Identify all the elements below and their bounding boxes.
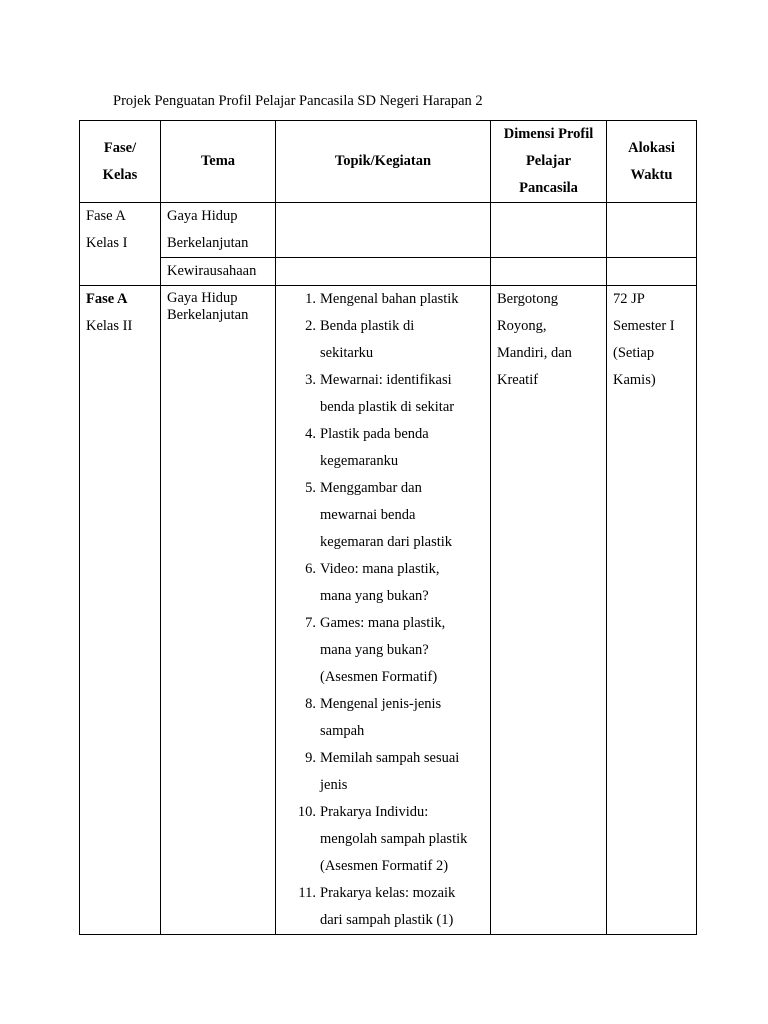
row1-tema-a <box>161 203 276 258</box>
row2-dimensi-line-2: Royong, <box>497 318 547 334</box>
list-item-number: 6. <box>305 561 316 577</box>
row1b-alokasi-empty <box>607 258 697 286</box>
row2-dimensi-line-3: Mandiri, dan <box>497 345 572 361</box>
list-item-text: mengolah sampah plastik <box>320 831 468 847</box>
list-item-number: 2. <box>305 318 316 334</box>
list-item-text: Video: mana plastik, <box>320 561 440 577</box>
table-row <box>80 286 697 935</box>
list-item-number: 5. <box>305 480 316 496</box>
list-item-text: (Asesmen Formatif 2) <box>320 858 449 874</box>
list-item-text: Menggambar dan <box>320 480 422 496</box>
row2-alokasi <box>607 286 697 935</box>
list-item-text: Plastik pada benda <box>320 426 429 442</box>
row2-tema-line-2: Berkelanjutan <box>167 307 249 323</box>
list-item-number: 7. <box>305 615 316 631</box>
table-row <box>80 203 697 258</box>
row1-dimensi-empty <box>491 203 607 258</box>
list-item-number: 11. <box>298 885 316 901</box>
row2-alokasi-line-1: 72 JP <box>613 291 645 307</box>
list-item-text: mana yang bukan? <box>320 588 429 604</box>
header-alokasi-line-2: Waktu <box>630 166 673 183</box>
list-item-text: kegemaranku <box>320 453 399 469</box>
document-title: Projek Penguatan Profil Pelajar Pancasila SD Negeri Harapan 2 <box>113 93 483 109</box>
header-fase-line: Fase/ <box>103 139 137 156</box>
list-item-number: 9. <box>305 750 316 766</box>
list-item-text: Prakarya kelas: mozaik <box>320 885 456 901</box>
list-item-text: Mewarnai: identifikasi <box>320 372 452 388</box>
list-item <box>282 691 484 745</box>
row2-fase: Fase A <box>86 291 128 307</box>
row1-fase: Fase A <box>86 208 126 224</box>
header-topik: Topik/Kegiatan <box>276 121 491 203</box>
list-item <box>282 880 484 934</box>
list-item <box>282 313 484 367</box>
list-item-text: kegemaran dari plastik <box>320 534 453 550</box>
list-item-text: mewarnai benda <box>320 507 416 523</box>
row2-kelas: Kelas II <box>86 318 133 334</box>
header-dimensi-line-1: Dimensi Profil <box>503 126 594 142</box>
row1-kelas: Kelas I <box>86 235 128 251</box>
row1-tema-a-line-2: Berkelanjutan <box>167 235 249 251</box>
row2-alokasi-line-3: (Setiap <box>613 345 655 361</box>
row2-alokasi-line-2: Semester I <box>613 318 675 334</box>
row1b-topik-empty <box>276 258 491 286</box>
row1-tema-b: Kewirausahaan <box>161 258 276 286</box>
list-item-text: Mengenal bahan plastik <box>320 291 459 307</box>
list-item-text: Mengenal jenis-jenis <box>320 696 442 712</box>
list-item <box>282 421 484 475</box>
list-item <box>282 475 484 556</box>
list-item-text: Memilah sampah sesuai <box>320 750 460 766</box>
list-item <box>282 799 484 880</box>
row1b-dimensi-empty <box>491 258 607 286</box>
header-dimensi-line-2: Pelajar <box>525 153 572 169</box>
list-item-text: Games: mana plastik, <box>320 615 446 631</box>
header-row <box>80 121 697 203</box>
list-item-number: 1. <box>305 291 316 307</box>
row2-fase-kelas <box>80 286 161 935</box>
list-item-text: Prakarya Individu: <box>320 804 429 820</box>
list-item <box>282 367 484 421</box>
list-item-text: Benda plastik di <box>320 318 415 334</box>
header-alokasi <box>607 121 697 203</box>
list-item-number: 3. <box>305 372 316 388</box>
row2-tema <box>161 286 276 935</box>
row2-tema-line-1: Gaya Hidup <box>167 290 238 306</box>
list-item <box>282 745 484 799</box>
list-item-number: 10. <box>297 804 316 820</box>
list-item-number: 8. <box>305 696 316 712</box>
row2-dimensi-line-4: Kreatif <box>497 372 539 388</box>
header-alokasi-line-1: Alokasi <box>628 139 675 156</box>
topic-list <box>282 286 484 934</box>
header-fase-kelas <box>80 121 161 203</box>
list-item <box>282 556 484 610</box>
list-item-text: sampah <box>320 723 365 739</box>
row2-topik <box>276 286 491 935</box>
list-item-text: mana yang bukan? <box>320 642 429 658</box>
list-item-text: (Asesmen Formatif) <box>320 669 438 685</box>
list-item <box>282 286 484 313</box>
row1-topik-empty <box>276 203 491 258</box>
list-item-number: 4. <box>305 426 316 442</box>
projek-table <box>79 120 697 935</box>
row1-tema-a-line-1: Gaya Hidup <box>167 208 238 224</box>
list-item <box>282 610 484 691</box>
header-tema: Tema <box>161 121 276 203</box>
row2-dimensi-line-1: Bergotong <box>497 291 558 307</box>
list-item-text: benda plastik di sekitar <box>320 399 455 415</box>
list-item-text: dari sampah plastik (1) <box>320 912 454 928</box>
table-row <box>80 258 697 286</box>
row2-dimensi <box>491 286 607 935</box>
header-kelas-line: Kelas <box>102 166 138 183</box>
header-dimensi-line-3: Pancasila <box>519 180 578 196</box>
row1-alokasi-empty <box>607 203 697 258</box>
header-dimensi <box>491 121 607 203</box>
list-item-text: jenis <box>320 777 348 793</box>
row1-fase-kelas <box>80 203 161 286</box>
list-item-text: sekitarku <box>320 345 374 361</box>
row2-alokasi-line-4: Kamis) <box>613 372 656 388</box>
